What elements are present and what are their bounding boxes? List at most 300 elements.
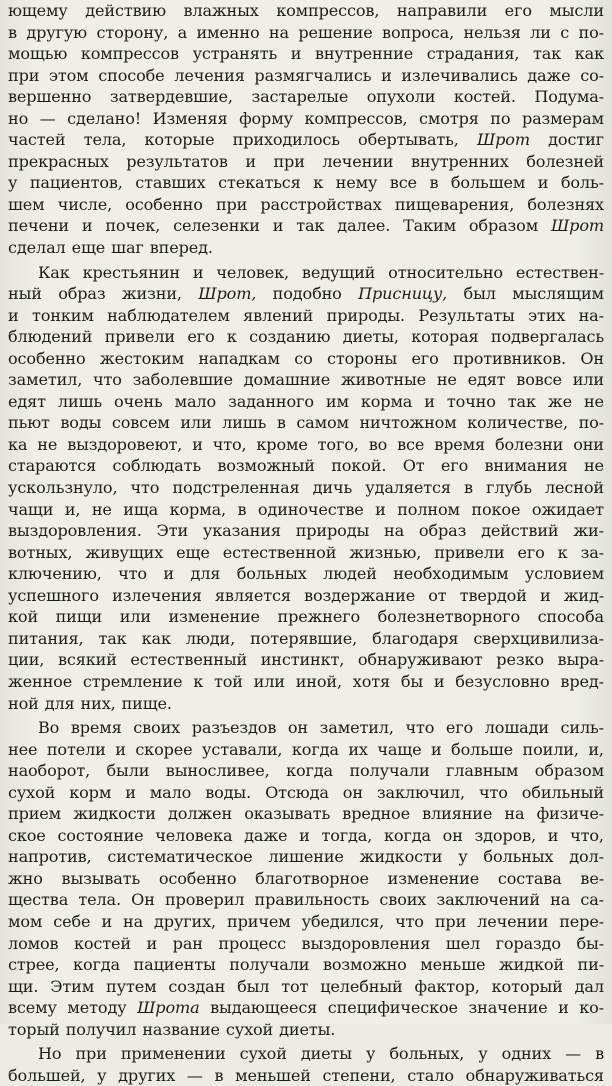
word: образом — [468, 216, 539, 236]
word: пациентов, — [29, 173, 123, 193]
word: корма, — [169, 499, 226, 519]
word: ведущий — [301, 262, 376, 282]
word: мыслящим — [512, 284, 604, 304]
word: для — [190, 564, 221, 584]
word: состава — [497, 868, 562, 888]
word: здоров, — [474, 825, 537, 845]
word: лечении — [477, 911, 549, 931]
word: в — [463, 478, 473, 498]
word: себе — [53, 911, 91, 931]
word: жно — [8, 868, 43, 888]
word: мало — [149, 782, 192, 802]
word: Этим — [50, 976, 95, 996]
word: корма — [360, 391, 413, 411]
text-line — [8, 262, 604, 284]
word: жи- — [573, 521, 604, 541]
word: инстинкт, — [260, 650, 345, 670]
word: уставали, — [202, 739, 283, 759]
word: на- — [578, 305, 604, 325]
word: них, — [80, 693, 116, 713]
word: у — [366, 1044, 376, 1064]
word: даже — [527, 65, 571, 85]
word: ища — [123, 499, 159, 519]
text-line — [8, 997, 604, 1019]
text-line — [8, 782, 604, 804]
word: наоборот, — [8, 761, 91, 781]
word: его — [517, 542, 545, 562]
word: вершенно — [8, 87, 92, 107]
word: обильный — [521, 782, 604, 802]
word: время — [434, 434, 485, 454]
word: больше — [451, 739, 513, 759]
word: заданного — [228, 391, 314, 411]
word: что — [395, 911, 424, 931]
word: успешного — [8, 585, 99, 605]
word: — — [186, 1065, 203, 1085]
word: людей — [323, 564, 377, 584]
word: достиг — [548, 130, 604, 150]
word: или — [572, 370, 604, 390]
word: сухой — [225, 1019, 274, 1039]
word: стараются — [8, 456, 97, 476]
word: благотворное — [255, 868, 369, 888]
word: когда — [286, 761, 333, 781]
word: твердой — [459, 585, 527, 605]
word: сделал — [8, 238, 66, 258]
word: не — [583, 456, 604, 476]
text-line — [8, 868, 604, 890]
word: у — [97, 1065, 107, 1085]
word: шел — [445, 933, 481, 953]
word: разъездов — [191, 718, 277, 738]
word: что, — [212, 434, 247, 454]
word: его — [411, 348, 439, 368]
word: Отсюда — [265, 782, 329, 802]
word: одиночестве — [257, 499, 364, 519]
word: — — [39, 108, 56, 128]
word: выдающееся — [210, 998, 318, 1018]
word: Присницу, — [358, 284, 448, 304]
word: еще — [71, 238, 106, 258]
word: почек, — [105, 216, 161, 236]
word: благодаря — [372, 628, 459, 648]
word: причем — [227, 911, 291, 931]
word: в — [237, 499, 247, 519]
word: женное — [8, 671, 73, 691]
word: ставших — [135, 173, 206, 193]
word: стороны — [326, 348, 398, 368]
word: естественной — [222, 542, 337, 562]
word: диеты. — [279, 1019, 336, 1039]
word: и — [433, 671, 445, 691]
word: нему — [335, 173, 378, 193]
word: выра- — [557, 650, 604, 670]
word: обертывать, — [358, 130, 459, 150]
word: Шрота — [137, 998, 200, 1018]
word: костей — [73, 933, 131, 953]
word: ускользнуло, — [8, 478, 118, 498]
word: диеты, — [342, 327, 399, 347]
word: глубь — [486, 478, 532, 498]
word: мом — [8, 911, 43, 931]
text-line — [8, 933, 604, 955]
text-line — [8, 563, 604, 585]
word: заметил, — [319, 718, 394, 738]
word: ожидает — [531, 499, 604, 519]
word: проверил — [164, 890, 245, 910]
word: пьют — [8, 413, 50, 433]
word: сторону, — [96, 22, 169, 42]
word: выздоровеют, — [67, 434, 183, 454]
text-line — [8, 215, 604, 237]
word: заметил, — [8, 370, 83, 390]
word: которые — [144, 130, 215, 150]
text-line — [8, 0, 604, 22]
word: степени, — [322, 1065, 396, 1085]
word: смотря — [419, 108, 479, 128]
word: получали — [349, 761, 430, 781]
word: он — [342, 782, 363, 802]
text-line — [8, 194, 604, 216]
word: стремление — [82, 671, 183, 691]
word: домашние — [243, 370, 331, 390]
word: методу — [67, 998, 127, 1018]
word: заболевшие — [132, 370, 233, 390]
word: обнаруживаться — [465, 1065, 604, 1085]
word: как — [574, 44, 604, 64]
word: направили — [396, 1, 488, 20]
word: страдания, — [426, 44, 520, 64]
word: компрессов — [80, 44, 179, 64]
word: сделано! — [67, 108, 142, 128]
word: размягчались — [254, 65, 372, 85]
word: по- — [578, 22, 604, 42]
text-line — [8, 65, 604, 87]
word: мало — [174, 391, 217, 411]
word: чаще — [377, 739, 422, 759]
word: жестоким — [99, 348, 184, 368]
word: своих — [379, 890, 427, 910]
word: лишь — [222, 413, 267, 433]
word: ющему — [8, 1, 68, 20]
word: название — [142, 1019, 220, 1039]
word: в — [214, 1065, 224, 1085]
paragraph — [8, 262, 604, 714]
word: и — [381, 65, 392, 85]
word: получил — [65, 1019, 137, 1039]
word: вперед. — [149, 238, 213, 258]
word: сухой — [8, 782, 56, 802]
word: числе, — [57, 194, 113, 214]
word: подобно — [272, 284, 342, 304]
text-line — [8, 237, 604, 259]
word: Результаты — [418, 305, 515, 325]
word: меньше — [420, 955, 486, 975]
word: и, — [588, 739, 604, 759]
word: действию — [85, 1, 166, 20]
word: так — [98, 628, 127, 648]
word: больных — [236, 564, 307, 584]
word: и — [8, 305, 19, 325]
word: блюдений — [8, 327, 93, 347]
word: обнаруживают — [357, 650, 483, 670]
word: живущих — [85, 542, 164, 562]
word: форму — [239, 108, 293, 128]
word: щества — [8, 890, 69, 910]
word: компрессов, — [304, 108, 408, 128]
word: даже — [244, 825, 288, 845]
word: боль- — [560, 173, 604, 193]
word: сверхцивилиза- — [473, 628, 604, 648]
word: у — [8, 173, 18, 193]
word: и — [430, 739, 442, 759]
word: прекрасных — [8, 151, 109, 171]
word: не — [583, 391, 604, 411]
word: от — [428, 585, 447, 605]
text-line — [8, 172, 604, 194]
word: естествен- — [515, 262, 604, 282]
word: и — [192, 262, 204, 282]
word: безусловно — [455, 671, 550, 691]
text-line — [8, 499, 604, 521]
word: компрессов, — [276, 1, 380, 20]
word: других — [118, 1065, 176, 1085]
word: Таким — [403, 216, 456, 236]
word: образ — [418, 521, 467, 541]
word: больных, — [389, 1044, 465, 1064]
word: не — [91, 499, 112, 519]
word: на — [504, 804, 525, 824]
word: покое — [471, 499, 521, 519]
word: в — [276, 413, 286, 433]
word: и — [245, 151, 256, 171]
word: специфическое — [327, 998, 458, 1018]
word: стало — [407, 1065, 454, 1085]
word: и — [375, 499, 386, 519]
word: Он — [131, 890, 155, 910]
word: Шрот, — [198, 284, 257, 304]
word: за- — [580, 542, 604, 562]
word: и — [272, 216, 284, 236]
word: Подума- — [534, 87, 604, 107]
text-line — [8, 803, 604, 825]
word: вред- — [560, 671, 604, 691]
text-line — [8, 671, 604, 693]
word: и — [537, 173, 549, 193]
word: иной, — [295, 671, 342, 691]
word: и — [101, 911, 113, 931]
text-line — [8, 717, 604, 739]
word: или — [253, 671, 285, 691]
word: пищи — [55, 607, 103, 627]
word: процесс — [218, 933, 286, 953]
word: далее. — [337, 216, 391, 236]
word: является — [214, 585, 291, 605]
word: излечения — [112, 585, 202, 605]
word: люди, — [185, 628, 236, 648]
word: или — [119, 607, 151, 627]
word: мощью — [8, 44, 68, 64]
word: того, — [317, 434, 359, 454]
text-line — [8, 976, 604, 998]
word: что — [130, 478, 160, 498]
word: диеты — [300, 1044, 352, 1064]
text-line — [8, 693, 604, 715]
word: меньшей — [235, 1065, 311, 1085]
word: частей — [8, 130, 66, 150]
word: к — [557, 542, 568, 562]
word: кроме — [256, 434, 308, 454]
text-line — [8, 889, 604, 911]
word: жидкости — [73, 804, 156, 824]
text-line — [8, 43, 604, 65]
text-line — [8, 391, 604, 413]
word: были — [106, 761, 150, 781]
word: вовсе — [516, 370, 562, 390]
word: привели — [434, 542, 505, 562]
word: воды. — [205, 782, 252, 802]
word: напротив, — [8, 847, 92, 867]
word: в — [429, 173, 439, 193]
word: большей, — [8, 1065, 86, 1085]
word: заключений — [436, 890, 540, 910]
word: к — [226, 327, 237, 347]
word: путем — [106, 976, 157, 996]
word: явлений — [243, 305, 314, 325]
word: вызывать — [61, 868, 141, 888]
word: относительно — [388, 262, 503, 282]
word: одних — [501, 1044, 552, 1064]
text-line — [8, 542, 604, 564]
word: решение — [298, 22, 373, 42]
word: гораздо — [495, 933, 561, 953]
word: точно — [446, 391, 496, 411]
word: воздержание — [304, 585, 416, 605]
word: к — [193, 671, 204, 691]
word: ское — [8, 825, 46, 845]
word: с — [560, 22, 570, 42]
text-line — [8, 520, 604, 542]
word: убедился, — [301, 911, 385, 931]
body-text — [8, 0, 604, 1086]
word: в — [595, 1044, 604, 1064]
word: Во — [38, 718, 60, 738]
word: образ — [58, 284, 106, 304]
word: создан — [168, 976, 226, 996]
word: ный — [8, 284, 42, 304]
word: но — [8, 108, 29, 128]
word: бы- — [576, 933, 604, 953]
text-line — [8, 22, 604, 44]
word: подвергалась — [490, 327, 604, 347]
word: был — [237, 976, 270, 996]
word: силь- — [560, 718, 604, 738]
paragraph — [8, 717, 604, 1040]
word: пищеварения, — [394, 194, 515, 214]
word: природы — [295, 521, 370, 541]
word: удаляется — [365, 478, 451, 498]
word: ко- — [579, 998, 604, 1018]
word: покой. — [331, 456, 387, 476]
word: к — [313, 173, 324, 193]
word: размерам — [521, 108, 604, 128]
word: изменение — [168, 607, 260, 627]
word: внутренние — [314, 44, 414, 64]
word: человек, — [216, 262, 290, 282]
word: костей. — [453, 87, 516, 107]
word: стекаться — [218, 173, 301, 193]
text-line — [8, 585, 604, 607]
word: Шрот — [476, 130, 530, 150]
word: и — [115, 739, 126, 759]
word: болезни — [494, 434, 564, 454]
word: главным — [445, 761, 519, 781]
word: — — [565, 1044, 582, 1064]
word: едят — [467, 370, 506, 390]
word: получали — [229, 955, 310, 975]
word: он — [287, 718, 309, 738]
word: вотных, — [8, 542, 73, 562]
word: этих — [528, 305, 566, 325]
word: прием — [8, 804, 62, 824]
word: лишение — [268, 847, 344, 867]
word: был — [463, 284, 496, 304]
text-line — [8, 455, 604, 477]
word: всему — [8, 998, 57, 1018]
word: жизни, — [121, 284, 182, 304]
word: он — [442, 825, 463, 845]
word: лечении — [322, 151, 394, 171]
word: дал — [574, 976, 604, 996]
word: селезенки — [173, 216, 260, 236]
word: затвердевшие, — [109, 87, 233, 107]
word: устранять — [192, 44, 278, 64]
word: своих — [133, 718, 181, 738]
word: естественный — [130, 650, 248, 670]
word: при — [434, 911, 467, 931]
text-line — [8, 108, 604, 130]
word: скорее — [135, 739, 193, 759]
word: тела, — [83, 130, 127, 150]
text-line — [8, 305, 604, 327]
word: условием — [524, 564, 604, 584]
word: выздоровления. — [8, 521, 142, 541]
word: большем — [450, 173, 526, 193]
word: тогда, — [321, 825, 373, 845]
word: расстройствах — [260, 194, 382, 214]
word: изменение — [387, 868, 480, 888]
word: лошади — [484, 718, 549, 738]
word: всякий — [57, 650, 117, 670]
word: этом — [49, 65, 89, 85]
word: необходимым — [393, 564, 509, 584]
word: со — [294, 348, 313, 368]
word: значение — [468, 998, 548, 1018]
word: хотя — [352, 671, 390, 691]
word: при — [75, 1044, 107, 1064]
word: поили, — [522, 739, 579, 759]
word: или — [180, 413, 212, 433]
word: правильность — [254, 890, 370, 910]
word: его — [187, 327, 215, 347]
word: Он — [580, 348, 604, 368]
word: Как — [38, 262, 70, 282]
word: которая — [411, 327, 479, 347]
word: и — [146, 933, 158, 953]
word: мысли — [549, 1, 604, 20]
text-line — [8, 326, 604, 348]
word: потели — [46, 739, 106, 759]
